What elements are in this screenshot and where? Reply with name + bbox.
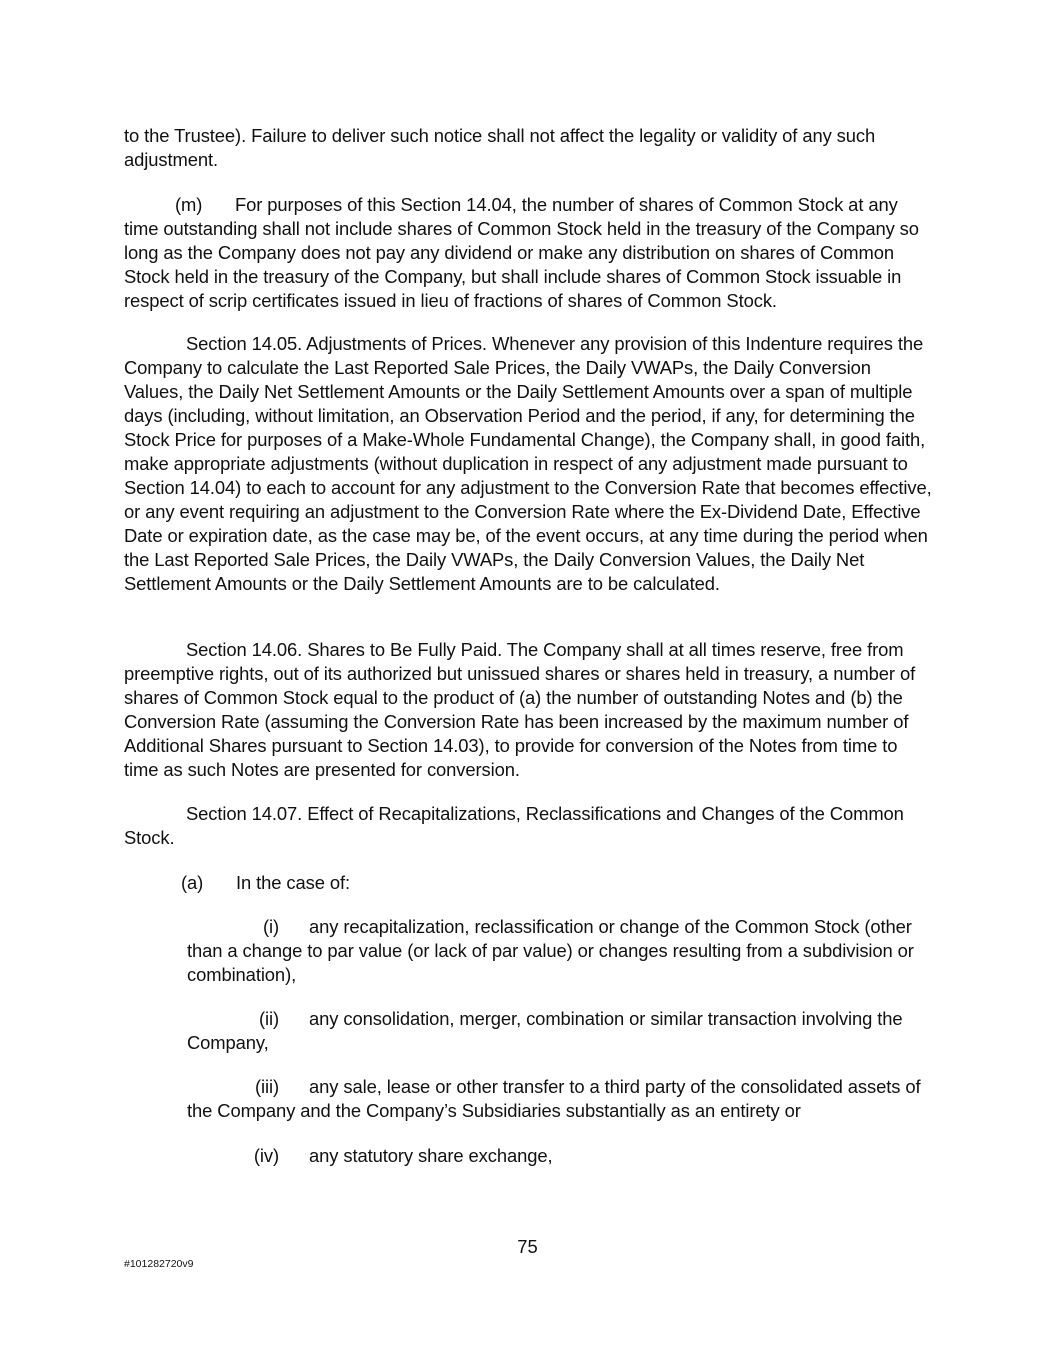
list-item-label: (iv) bbox=[253, 1145, 279, 1166]
document-id: #101282720v9 bbox=[124, 1258, 194, 1270]
list-item-i bbox=[187, 915, 927, 987]
list-item-text: any statutory share exchange, bbox=[309, 1145, 553, 1166]
page-number: 75 bbox=[517, 1236, 538, 1257]
section-14-06: Section 14.06. Shares to Be Fully Paid. The Company shall at all times reserve, free from preemptive rights, out of its authorized but unissued shares or shares held in treasury, a number of shares of Common Stock equal to the product of (a) the number of outstanding Notes and (b) the Conversion Rate (assuming the Conversion Rate has been increased by the maximum number of Additional Shares pursuant to Section 14.03), to provide for conversion of the Notes from time to time as such Notes are presented for conversion. bbox=[124, 639, 916, 780]
list-item-label: (i) bbox=[262, 916, 279, 937]
paragraph-m-text: For purposes of this Section 14.04, the number of shares of Common Stock at any time outstanding shall not include shares of Common Stock held in the treasury of the Company so long as the Company does not pay any dividend or make any distribution on shares of Common Stock held in the treasury of the Company, but shall include shares of Common Stock issuable in respect of scrip certificates issued in lieu of fractions of shares of Common Stock. bbox=[124, 194, 919, 311]
list-item-iv bbox=[187, 1144, 927, 1168]
list-item-iii bbox=[187, 1075, 927, 1123]
list-item-text: any consolidation, merger, combination or similar transaction involving the Company, bbox=[187, 1008, 903, 1053]
clause-a-text: In the case of: bbox=[236, 872, 351, 893]
clause-a bbox=[124, 871, 934, 895]
paragraph-continuation: to the Trustee). Failure to deliver such notice shall not affect the legality or validity of any such adjustment. bbox=[124, 125, 876, 170]
clause-a-label: (a) bbox=[181, 872, 204, 893]
list-item-label: (iii) bbox=[254, 1076, 279, 1097]
paragraph-m bbox=[124, 193, 934, 313]
list-item-label: (ii) bbox=[258, 1008, 279, 1029]
paragraph-m-label: (m) bbox=[175, 194, 203, 215]
section-14-05: Section 14.05. Adjustments of Prices. Whenever any provision of this Indenture requires the Company to calculate the Last Reported Sale Prices, the Daily VWAPs, the Daily Conversion Values, the Daily Net Settlement Amounts or the Daily Settlement Amounts over a span of multiple days (including, without limitation, an Observation Period and the period, if any, for determining the Stock Price for purposes of a Make-Whole Fundamental Change), the Company shall, in good faith, make appropriate adjustments (without duplication in respect of any adjustment made pursuant to Section 14.04) to each to account for any adjustment to the Conversion Rate that becomes effective, or any event requiring an adjustment to the Conversion Rate where the Ex-Dividend Date, Effective Date or expiration date, as the case may be, of the event occurs, at any time during the period when the Last Reported Sale Prices, the Daily VWAPs, the Daily Conversion Values, the Daily Net Settlement Amounts or the Daily Settlement Amounts are to be calculated. bbox=[124, 333, 932, 594]
section-14-07-heading: Section 14.07. Effect of Recapitalizations, Reclassifications and Changes of the Common Stock. bbox=[124, 803, 904, 848]
list-item-ii bbox=[187, 1007, 927, 1055]
list-item-text: any recapitalization, reclassification or change of the Common Stock (other than a change to par value (or lack of par value) or changes resulting from a subdivision or combination), bbox=[187, 916, 914, 985]
list-item-text: any sale, lease or other transfer to a third party of the consolidated assets of the Company and the Company’s Subsidiaries substantially as an entirety or bbox=[187, 1076, 921, 1121]
